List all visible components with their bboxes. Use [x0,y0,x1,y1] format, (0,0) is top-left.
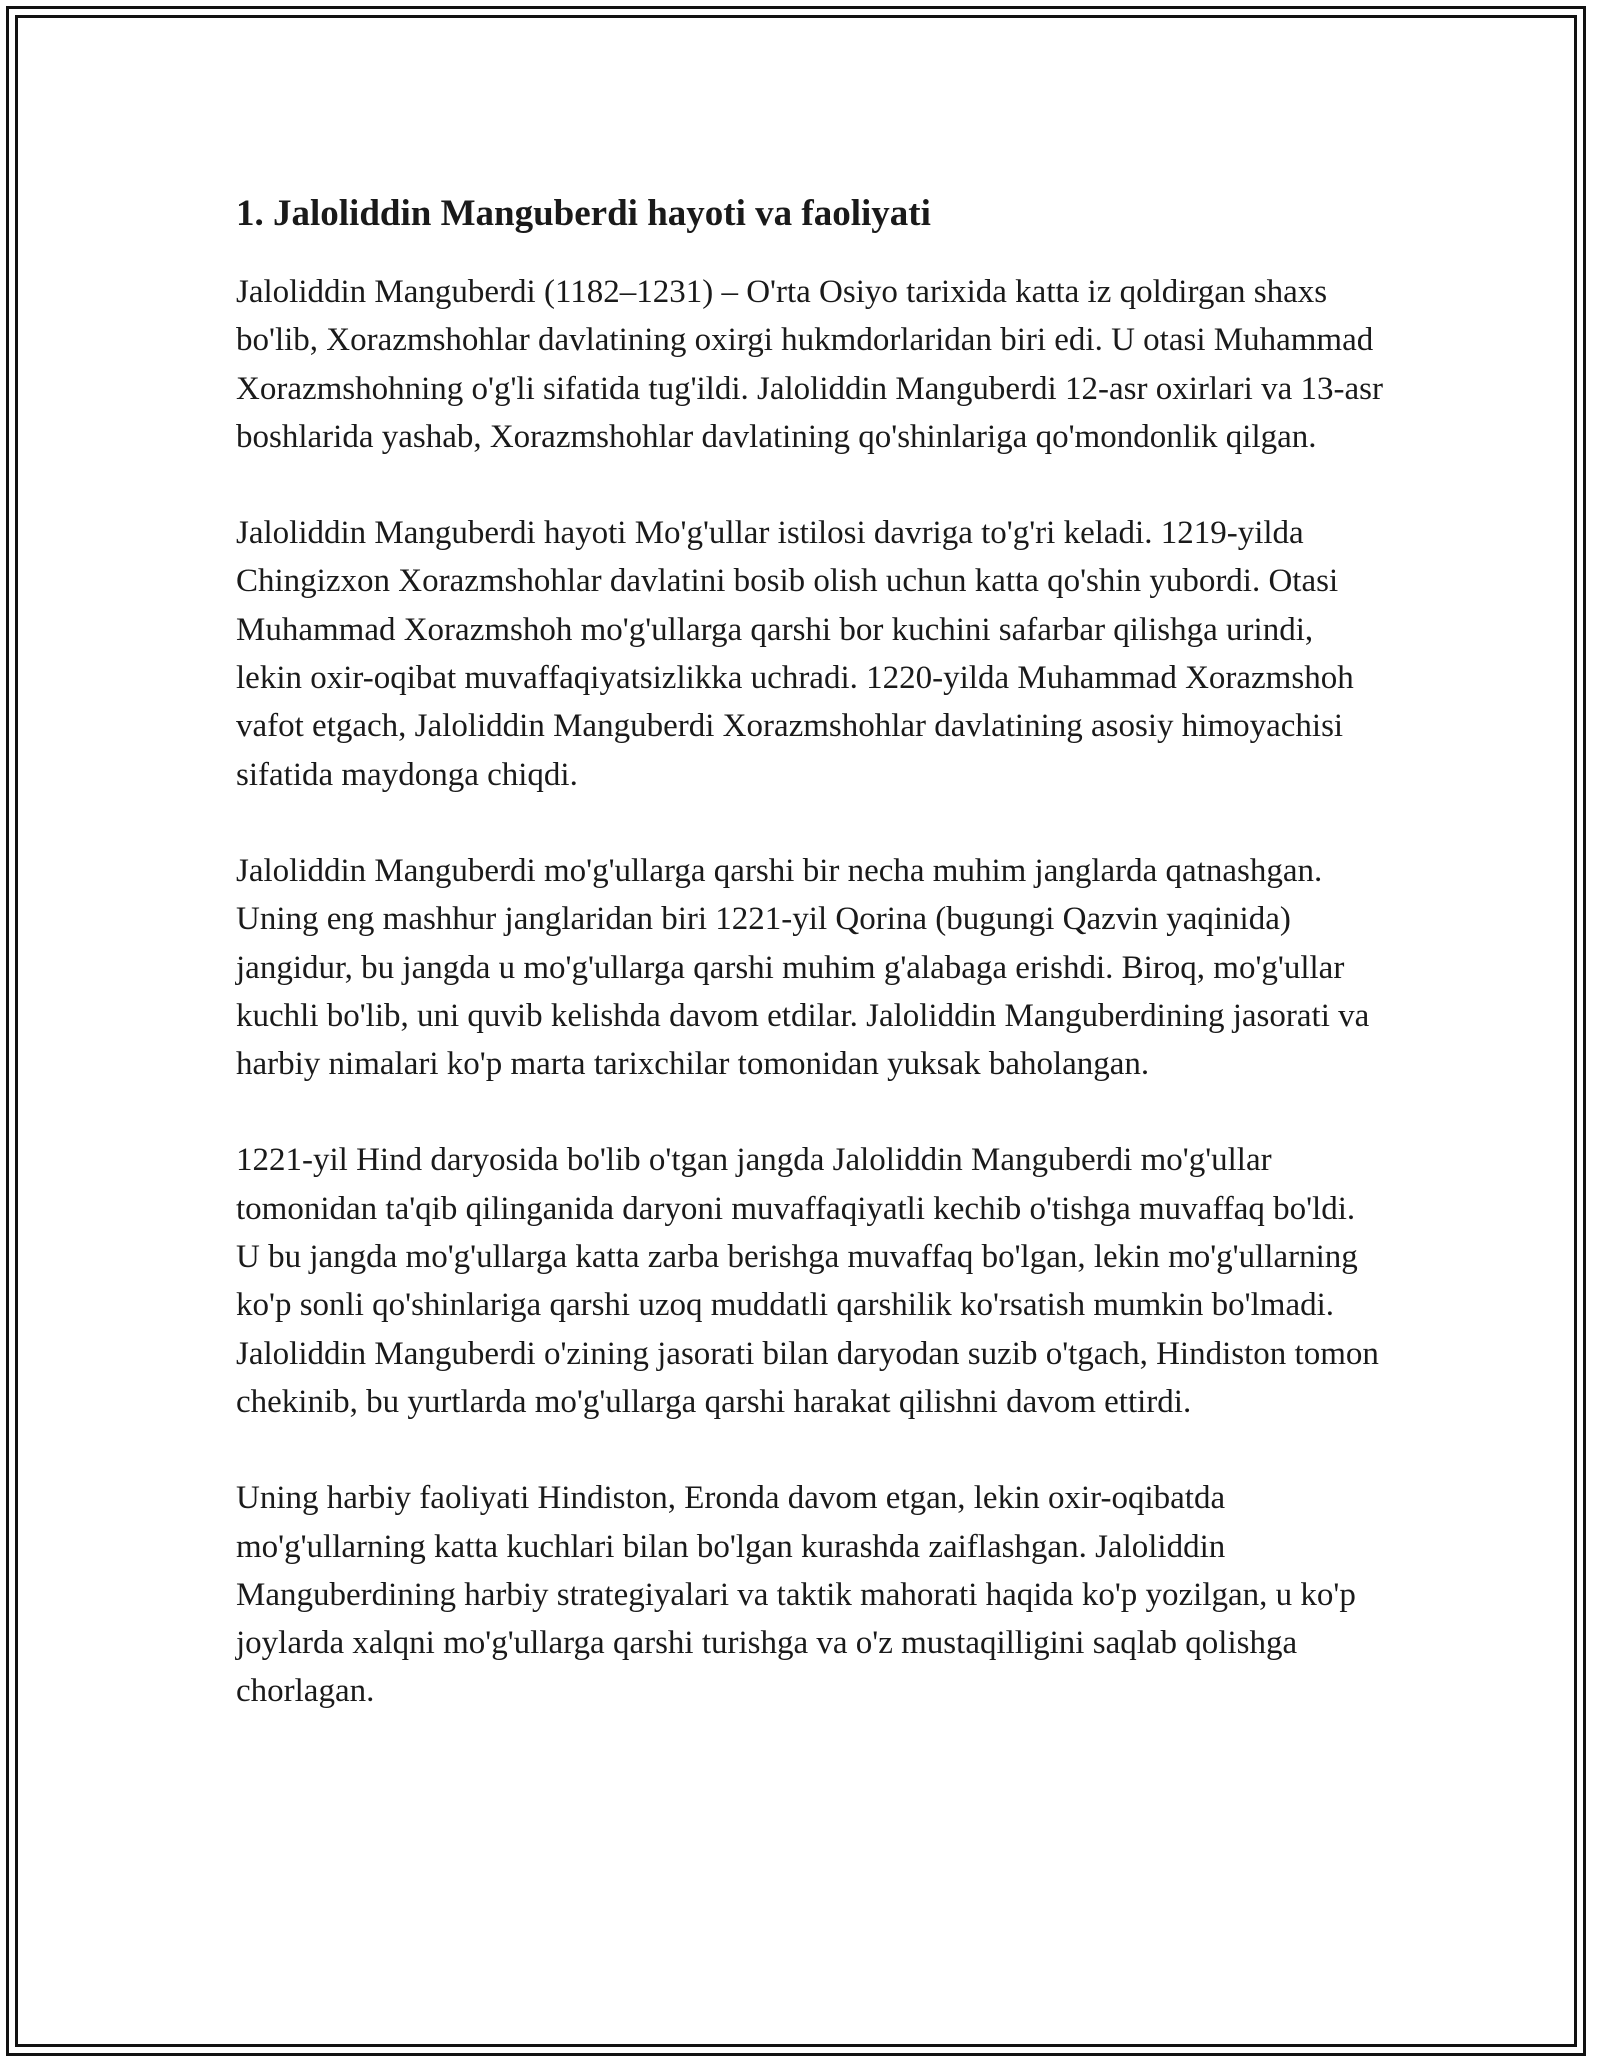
paragraph-5: Uning harbiy faoliyati Hindiston, Eronda davom etgan, lekin oxir-oqibatda mo'g'ullarning katta kuchlari bilan bo'lgan kurashda zaiflashgan. Jaloliddin Manguberdining harbiy strategiyalari va taktik mahorati haqida ko'p yozilgan, u ko'p joylarda xalqni mo'g'ullarga qarshi turishga va o'z mustaqilligini saqlab qolishga chorlagan. [236,1480,1356,1710]
paragraph-4: 1221-yil Hind daryosida bo'lib o'tgan jangda Jaloliddin Manguberdi mo'g'ullar tomonidan ta'qib qilinganida daryoni muvaffaqiyatli kechib o'tishga muvaffaq bo'ldi. U bu jangda mo'g'ullarga katta zarba berishga muvaffaq bo'lgan, lekin mo'g'ullarning ko'p sonli qo'shinlariga qarshi uzoq muddatli qarshilik ko'rsatish mumkin bo'lmadi. Jaloliddin Manguberdi o'zining jasorati bilan daryodan suzib o'tgach, Hindiston tomon chekinib, bu yurtlarda mo'g'ullarga qarshi harakat qilishni davom ettirdi. [236,1142,1379,1420]
section-heading: 1. Jaloliddin Manguberdi hayoti va faoliyati [236,193,931,234]
paragraph-3: Jaloliddin Manguberdi mo'g'ullarga qarshi bir necha muhim janglarda qatnashgan. Uning eng mashhur janglaridan biri 1221-yil Qorina (bugungi Qazvin yaqinida) jangidur, bu jangda u mo'g'ullarga qarshi muhim g'alabaga erishdi. Biroq, mo'g'ullar kuchli bo'lib, uni quvib kelishda davom etdilar. Jaloliddin Manguberdining jasorati va harbiy nimalari ko'p marta tarixchilar tomonidan yuksak baholangan. [236,852,1370,1083]
paragraph-1: Jaloliddin Manguberdi (1182–1231) – O'rta Osiyo tarixida katta iz qoldirgan shaxs bo'lib, Xorazmshohlar davlatining oxirgi hukmdorlaridan biri edi. U otasi Muhammad Xorazmshohning o'g'li sifatida tug'ildi. Jaloliddin Manguberdi 12-asr oxirlari va 13-asr boshlarida yashab, Xorazmshohlar davlatining qo'shinlariga qo'mondonlik qilgan. [236,274,1383,455]
document-body [236,186,1386,1764]
paragraph-2: Jaloliddin Manguberdi hayoti Mo'g'ullar istilosi davriga to'g'ri keladi. 1219-yilda Chingizxon Xorazmshohlar davlatini bosib olish uchun katta qo'shin yubordi. Otasi Muhammad Xorazmshoh mo'g'ullarga qarshi bor kuchini safarbar qilishga urindi, lekin oxir-oqibat muvaffaqiyatsizlikka uchradi. 1220-yilda Muhammad Xorazmshoh vafot etgach, Jaloliddin Manguberdi Xorazmshohlar davlatining asosiy himoyachisi sifatida maydonga chiqdi. [236,515,1354,793]
